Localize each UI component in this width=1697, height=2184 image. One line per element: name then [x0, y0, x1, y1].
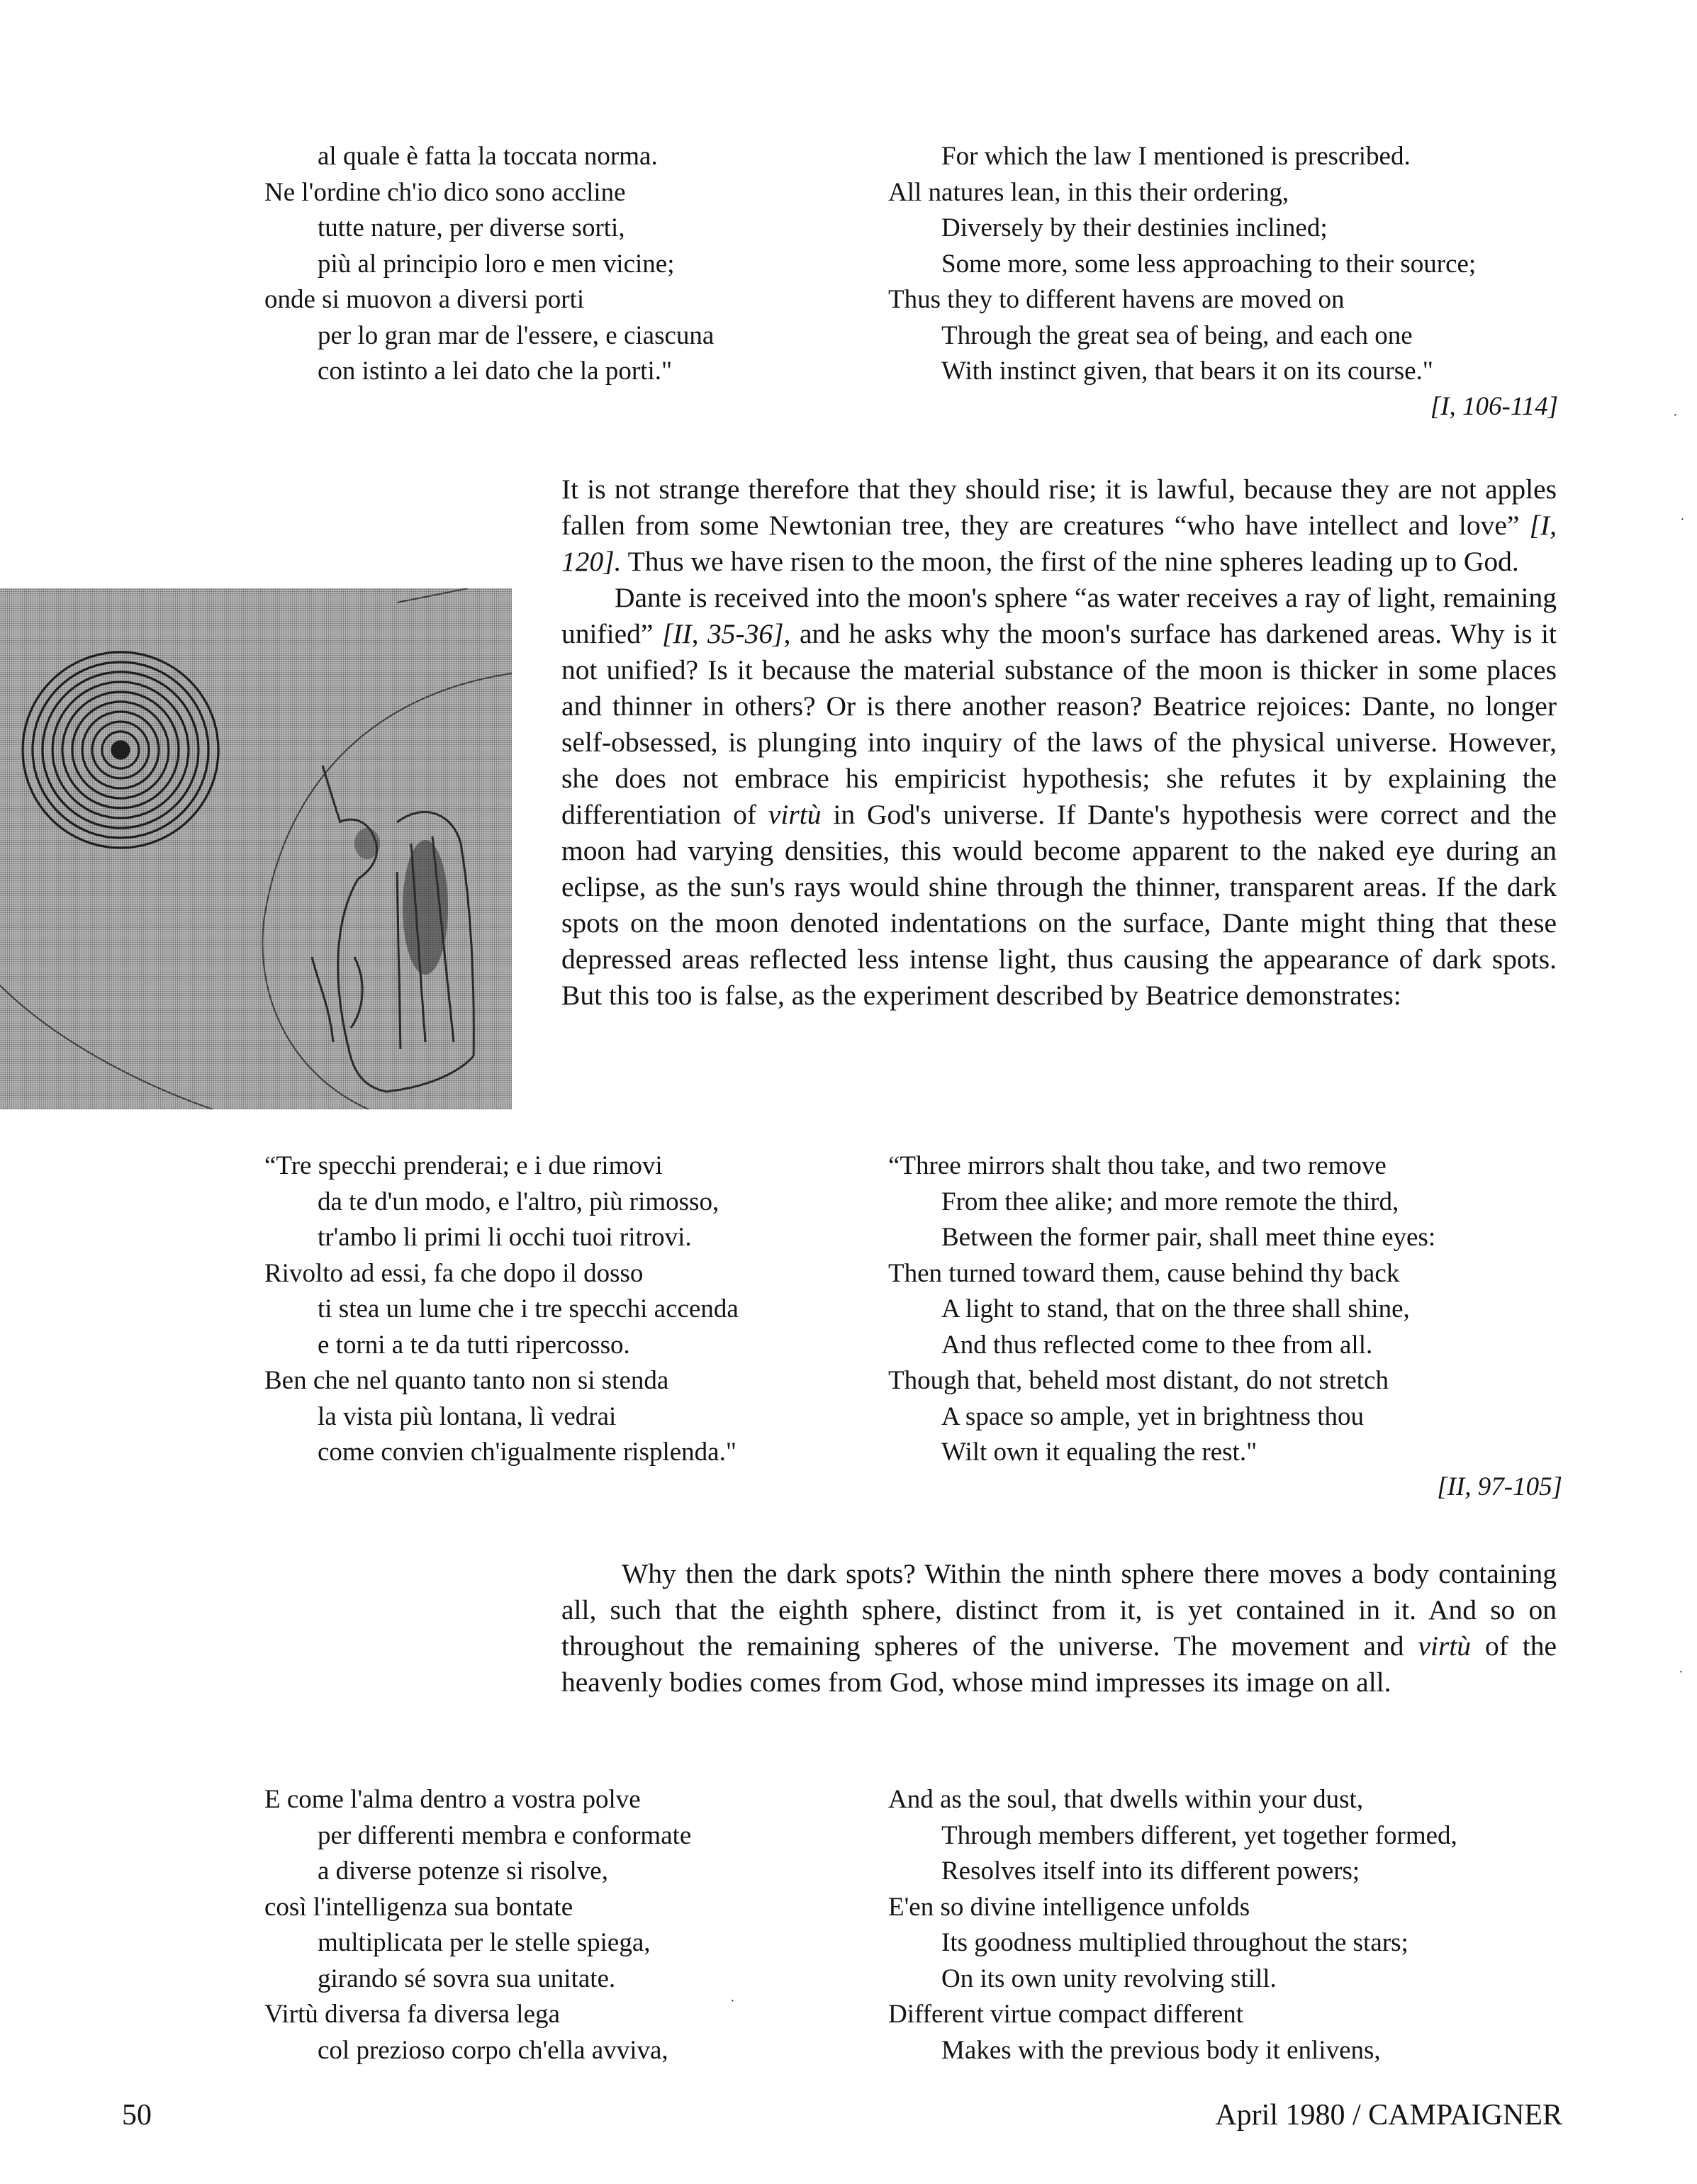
verse-line: Different virtue compact different: [888, 2000, 1243, 2029]
english-verse-block-1: [888, 139, 1476, 390]
paragraph: [561, 471, 1557, 580]
verse-line: Makes with the previous body it enlivens,: [941, 2035, 1381, 2065]
verse-line: Virtù diversa fa diversa lega: [264, 2000, 560, 2029]
verse-line: tutte nature, per diverse sorti,: [318, 213, 625, 242]
english-verse-block-2: [888, 1148, 1435, 1471]
verse-line: col prezioso corpo ch'ella avviva,: [318, 2035, 668, 2065]
italian-verse-block-1: [264, 139, 714, 390]
verse-line: Ben che nel quanto tanto non si stenda: [264, 1366, 669, 1395]
text-run: It is not strange therefore that they should rise; it is lawful, because they are not apples fallen from some Newtonian tree, they are creatures “who have intellect and love”: [561, 474, 1557, 541]
verse-line: On its own unity revolving still.: [941, 1964, 1277, 1993]
verse-line: Some more, some less approaching to their source;: [941, 249, 1477, 279]
scan-speck: ·: [1680, 512, 1685, 527]
verse-line: Between the former pair, shall meet thine eyes:: [941, 1223, 1436, 1252]
verse-line: Resolves itself into its different powers;: [941, 1857, 1360, 1886]
verse-line: Though that, beheld most distant, do not stretch: [888, 1366, 1389, 1395]
verse-line: Then turned toward them, cause behind thy back: [888, 1258, 1400, 1288]
citation: [II, 97-105]: [1437, 1472, 1562, 1501]
scan-speck: ·: [1673, 408, 1678, 423]
verse-line: al quale è fatta la toccata norma.: [318, 142, 658, 171]
verse-line: per differenti membra e conformate: [318, 1820, 692, 1850]
paragraph: [561, 580, 1557, 1014]
text-run: in God's universe. If Dante's hypothesis were correct and the moon had varying densities, this would become apparent to the naked eye during an eclipse, as the sun's rays would shine through the thinner, transparent areas. If the dark spots on the moon denoted indentations on the surface, Dante might thing that these depressed areas reflected less intense light, thus causing the appearance of dark spots. But this too is false, as the experiment described by Beatrice demonstrates:: [561, 799, 1557, 1011]
verse-line: “Tre specchi prenderai; e i due rimovi: [264, 1151, 663, 1180]
verse-line: più al principio loro e men vicine;: [318, 249, 675, 279]
verse-line: E come l'alma dentro a vostra polve: [264, 1785, 641, 1814]
verse-line: e torni a te da tutti ripercosso.: [318, 1330, 630, 1360]
text-run: Why then the dark spots? Within the ninth sphere there moves a body containing all, such that the eighth sphere, distinct from it, is yet contained in it. And so on throughout the remaining spheres of the universe. The movement and: [561, 1558, 1557, 1662]
verse-line: Thus they to different havens are moved on: [888, 285, 1345, 314]
verse-line: da te d'un modo, e l'altro, più rimosso,: [318, 1187, 719, 1216]
verse-line: A space so ample, yet in brightness thou: [941, 1401, 1365, 1431]
verse-line: a diverse potenze si risolve,: [318, 1857, 608, 1886]
verse-line: For which the law I mentioned is prescribed.: [941, 142, 1411, 171]
italic-term: virtù: [768, 799, 822, 830]
verse-line: Through members different, yet together formed,: [941, 1820, 1457, 1850]
verse-line: “Three mirrors shalt thou take, and two remove: [888, 1151, 1387, 1180]
scan-speck: ·: [730, 1993, 735, 2009]
verse-line: Diversely by their destinies inclined;: [941, 213, 1328, 242]
verse-line: per lo gran mar de l'essere, e ciascuna: [318, 320, 715, 350]
verse-line: Its goodness multiplied throughout the stars;: [941, 1928, 1408, 1957]
text-run: and he asks why the moon's surface has darkened areas. Why is it not unified? Is it because the material substance of the moon is thicker in some places and thinner in others? Or is there another reason? Beatrice rejoices: Dante, no longer self-obsessed, is plunging into inquiry of the laws of the physical universe. However, she does not embrace his empiricist hypothesis; she refutes it by explaining the differentiation of: [561, 618, 1557, 830]
verse-line: tr'ambo li primi li occhi tuoi ritrovi.: [318, 1223, 692, 1252]
verse-line: così l'intelligenza sua bontate: [264, 1892, 573, 1922]
italian-verse-block-3: [264, 1782, 691, 2068]
prose-section-1: [561, 471, 1557, 1014]
verse-line: con istinto a lei dato che la porti.": [318, 357, 673, 386]
verse-line: Rivolto ad essi, fa che dopo il dosso: [264, 1258, 644, 1288]
verse-line: la vista più lontana, lì vedrai: [318, 1401, 617, 1431]
text-run: Dante is received into the moon's sphere “as water receives a ray of light, remaining unified”: [561, 582, 1557, 649]
citation: [I, 106-114]: [1430, 392, 1558, 421]
text-run: of the heavenly bodies comes from God, whose mind impresses its image on all.: [561, 1630, 1557, 1698]
illustration-drawing: [0, 588, 512, 1109]
verse-line: With instinct given, that bears it on its course.": [941, 357, 1433, 386]
verse-line: And as the soul, that dwells within your dust,: [888, 1785, 1364, 1814]
prose-section-2: [561, 1556, 1557, 1701]
text-run: Thus we have risen to the moon, the first of the nine spheres leading up to God.: [621, 546, 1519, 577]
paragraph: [561, 1556, 1557, 1701]
issue-footer: April 1980 / CAMPAIGNER: [1215, 2099, 1562, 2132]
verse-line: E'en so divine intelligence unfolds: [888, 1892, 1250, 1922]
verse-line: Ne l'ordine ch'io dico sono accline: [264, 177, 626, 207]
verse-line: A light to stand, that on the three shall shine,: [941, 1294, 1410, 1323]
italian-verse-block-2: [264, 1148, 739, 1471]
verse-line: And thus reflected come to thee from all.: [941, 1330, 1373, 1360]
verse-line: girando sé sovra sua unitate.: [318, 1964, 616, 1993]
english-verse-block-3: [888, 1782, 1457, 2068]
verse-line: Wilt own it equaling the rest.": [941, 1438, 1258, 1467]
verse-line: All natures lean, in this their ordering,: [888, 177, 1289, 207]
scan-speck: ·: [1679, 1664, 1684, 1680]
verse-line: ti stea un lume che i tre specchi accenda: [318, 1294, 739, 1323]
verse-line: multiplicata per le stelle spiega,: [318, 1928, 651, 1957]
verse-line: From thee alike; and more remote the third,: [941, 1187, 1399, 1216]
dante-spheres-illustration: [0, 588, 512, 1109]
inline-citation: [I, 120].: [561, 510, 1557, 577]
verse-line: Through the great sea of being, and each one: [941, 320, 1413, 350]
verse-line: come convien ch'igualmente risplenda.": [318, 1438, 737, 1467]
italic-term: virtù: [1418, 1630, 1472, 1662]
verse-line: onde si muovon a diversi porti: [264, 285, 585, 314]
inline-citation: [II, 35-36],: [661, 618, 791, 649]
page-number: 50: [122, 2099, 152, 2132]
